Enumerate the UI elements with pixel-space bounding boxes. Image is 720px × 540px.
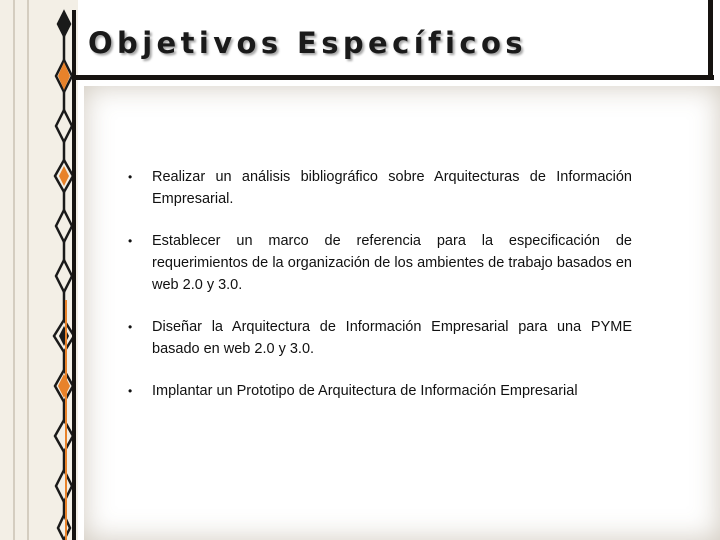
bullet-dot: • <box>128 384 133 398</box>
objectives-list <box>120 166 632 422</box>
list-item <box>120 316 632 360</box>
objective-text: Realizar un análisis bibliográfico sobre Arquitecturas de Información Empresarial. <box>152 169 632 207</box>
bullet-dot: • <box>128 320 133 334</box>
bullet-dot: • <box>128 234 133 248</box>
list-item <box>120 166 632 210</box>
slide-title: Objetivos Específicos <box>88 26 527 60</box>
objective-text: Implantar un Prototipo de Arquitectura de Información Empresarial <box>152 383 578 399</box>
bullet-dot: • <box>128 170 133 184</box>
decorative-side-strip <box>0 0 78 540</box>
right-divider <box>708 0 713 80</box>
list-item <box>120 230 632 296</box>
objective-text: Establecer un marco de referencia para la especificación de requerimientos de la organización de los ambientes de trabajo basados en web 2.0 y 3.0. <box>152 233 632 293</box>
objective-text: Diseñar la Arquitectura de Información Empresarial para una PYME basado en web 2.0 y 3.0. <box>152 319 632 357</box>
top-divider <box>74 75 714 80</box>
left-divider <box>72 10 76 540</box>
list-item <box>120 380 632 402</box>
